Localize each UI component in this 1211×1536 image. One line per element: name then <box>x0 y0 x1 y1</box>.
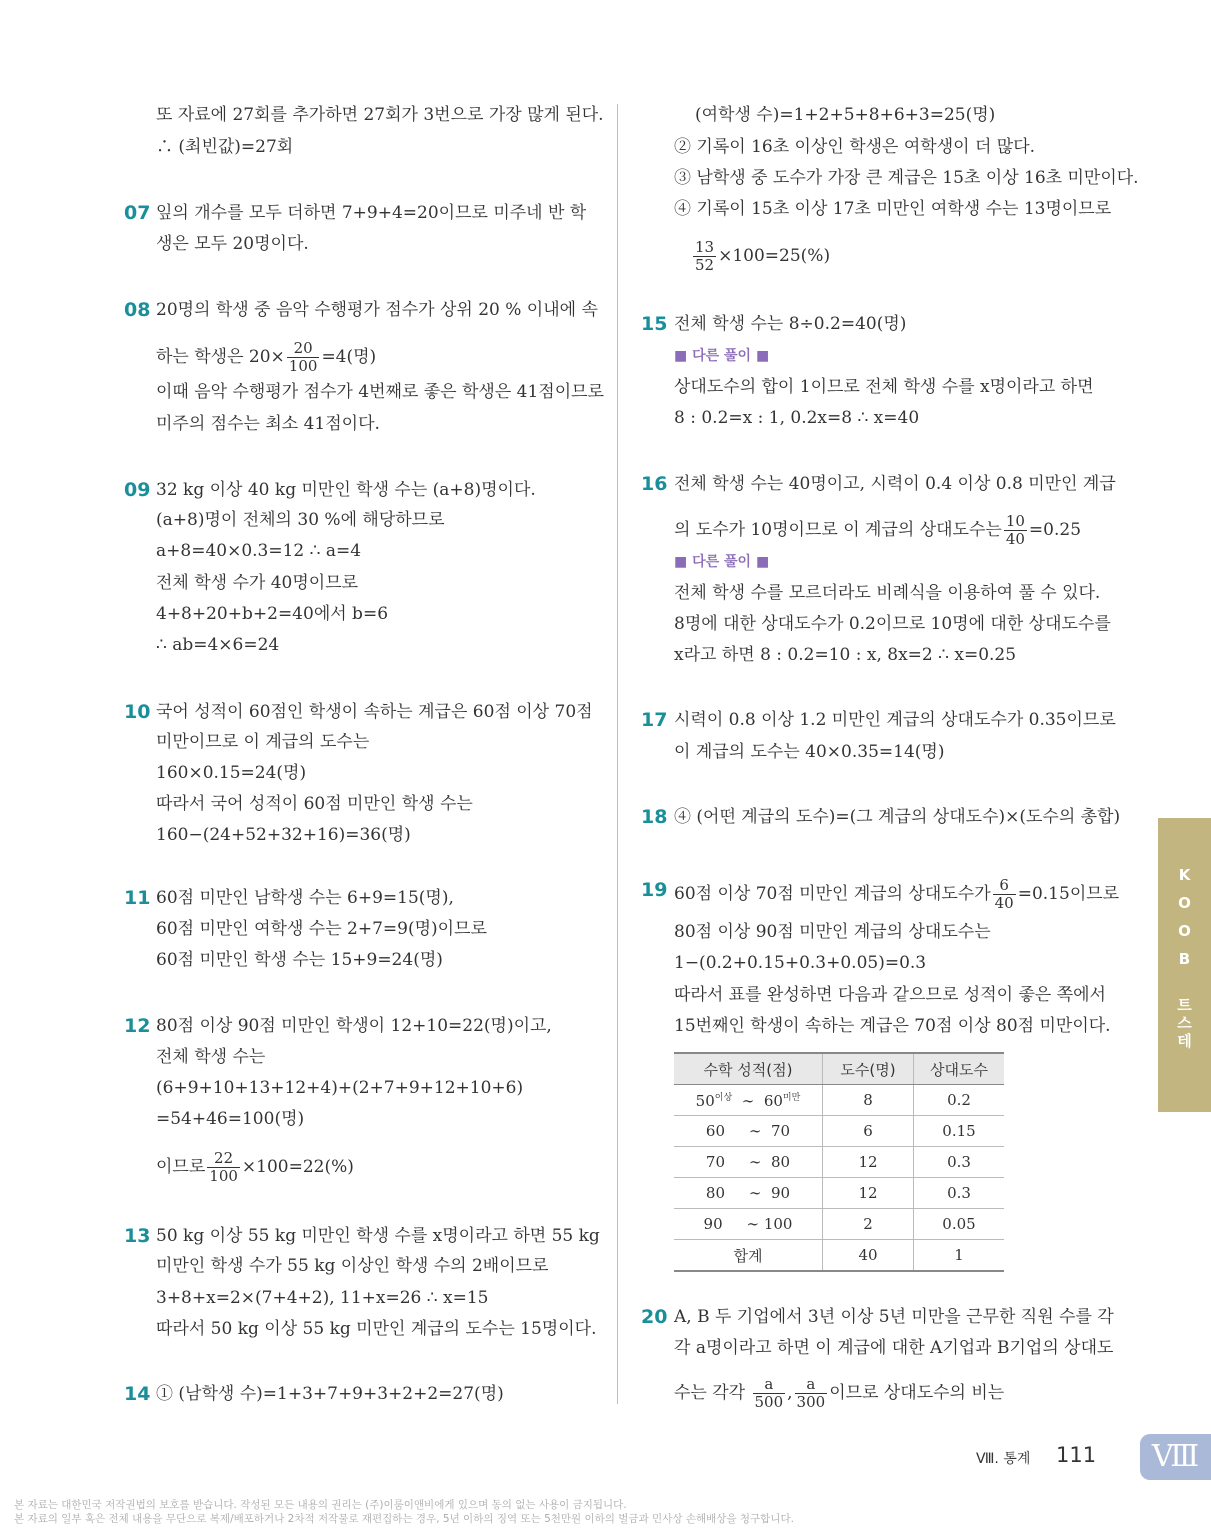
table-cell: 0.2 <box>914 1085 1005 1116</box>
text-line: 미주의 점수는 최소 41점이다. <box>156 414 380 434</box>
numerator: 6 <box>993 877 1016 895</box>
text-line: 생은 모두 20명이다. <box>156 234 309 254</box>
numerator: a <box>795 1376 828 1394</box>
table-cell: 0.3 <box>914 1147 1005 1178</box>
tilde: ∼ <box>741 1092 755 1110</box>
text-line: ④ 기록이 15초 이상 17초 미만인 여학생 수는 13명이므로 <box>674 199 1112 219</box>
text-segment: 이므로 <box>156 1157 206 1177</box>
fraction <box>993 877 1016 912</box>
question-number: 13 <box>124 1225 151 1247</box>
table-row <box>674 1209 1004 1240</box>
text-line <box>156 1150 354 1185</box>
table-row <box>674 1085 1004 1116</box>
table-cell: 합계 <box>674 1240 823 1272</box>
table-row <box>674 1147 1004 1178</box>
table-cell: 2 <box>823 1209 914 1240</box>
text-line: 60점 미만인 여학생 수는 2+7=9(명)이므로 <box>156 919 487 939</box>
text-line: ∴ ab=4×6=24 <box>156 635 280 655</box>
text-line: 160−(24+52+32+16)=36(명) <box>156 825 411 845</box>
text-segment: 의 도수가 10명이므로 이 계급의 상대도수는 <box>674 520 1002 540</box>
table-row <box>674 1116 1004 1147</box>
text-line: (a+8)명이 전체의 30 %에 해당하므로 <box>156 510 445 530</box>
question-number: 15 <box>641 313 668 335</box>
text-line: ∴ (최빈값)=27회 <box>156 137 294 157</box>
text-line: 따라서 50 kg 이상 55 kg 미만인 계급의 도수는 15명이다. <box>156 1319 597 1339</box>
text-line: 32 kg 이상 40 kg 미만인 학생 수는 (a+8)명이다. <box>156 480 536 500</box>
question-number: 20 <box>641 1306 668 1328</box>
text-line: 또 자료에 27회를 추가하면 27회가 3번으로 가장 많게 된다. <box>156 105 604 125</box>
text-line: 전체 학생 수는 8÷0.2=40(명) <box>674 314 907 334</box>
denominator: 300 <box>796 1393 826 1411</box>
question-number: 19 <box>641 879 668 901</box>
superscript: 미만 <box>782 1093 801 1103</box>
text-line: 잎의 개수를 모두 더하면 7+9+4=20이므로 미주네 반 학 <box>156 203 587 223</box>
class-end: 90 <box>770 1184 791 1202</box>
text-line: 전체 학생 수는 40명이고, 시력이 0.4 이상 0.8 미만인 계급 <box>674 474 1116 494</box>
text-line <box>674 877 1119 912</box>
text-segment: ×100=22(%) <box>241 1157 354 1177</box>
column-divider <box>617 104 618 1404</box>
alt-solution-label: ■ 다른 풀이 ■ <box>674 554 770 570</box>
text-line: 각 a명이라고 하면 이 계급에 대한 A기업과 B기업의 상대도 <box>674 1338 1114 1358</box>
denominator: 40 <box>1005 530 1025 548</box>
class-end: 100 <box>763 1215 793 1233</box>
side-tab-char: 트 <box>1177 996 1192 1014</box>
alt-solution-label: ■ 다른 풀이 ■ <box>674 348 770 364</box>
denominator: 500 <box>754 1393 784 1411</box>
page-number: 111 <box>1056 1443 1097 1467</box>
class-start: 60 <box>705 1122 726 1140</box>
text-segment: 60점 이상 70점 미만인 계급의 상대도수가 <box>674 884 991 904</box>
fraction <box>1004 513 1027 548</box>
text-line: 미만인 학생 수가 55 kg 이상인 학생 수의 2배이므로 <box>156 1256 549 1276</box>
class-end: 60 <box>763 1092 783 1110</box>
denominator: 52 <box>695 256 715 274</box>
text-line: (여학생 수)=1+2+5+8+6+3=25(명) <box>695 105 996 125</box>
text-line: (6+9+10+13+12+4)+(2+7+9+12+10+6) <box>156 1078 524 1098</box>
table-total-row <box>674 1240 1004 1272</box>
tilde: ∼ <box>748 1153 762 1171</box>
tilde: ∼ <box>748 1184 762 1202</box>
text-line: 80점 이상 90점 미만인 학생이 12+10=22(명)이고, <box>156 1016 552 1036</box>
copyright-notice: 본 자료의 일부 혹은 전체 내용을 무단으로 복제/배포하거나 2차적 저작물로 재편집하는 경우, 5년 이하의 징역 또는 5천만원 이하의 벌금과 민사상 손해배상을 청구합니다. <box>14 1513 794 1525</box>
numerator: 22 <box>207 1150 240 1168</box>
tilde: ∼ <box>748 1122 762 1140</box>
text-line: 60점 미만인 학생 수는 15+9=24(명) <box>156 950 443 970</box>
question-number: 10 <box>124 701 151 723</box>
table-cell <box>674 1178 823 1209</box>
denominator: 100 <box>288 357 318 375</box>
table-cell: 12 <box>823 1147 914 1178</box>
text-segment: 수는 각각 <box>674 1383 746 1403</box>
text-line: 50 kg 이상 55 kg 미만인 학생 수를 x명이라고 하면 55 kg <box>156 1226 600 1246</box>
numerator: 10 <box>1005 512 1025 530</box>
side-tab-char: 스 <box>1177 1014 1192 1032</box>
text-line: 상대도수의 합이 1이므로 전체 학생 수를 x명이라고 하면 <box>674 377 1094 397</box>
text-segment: 이므로 상대도수의 비는 <box>829 1383 1005 1403</box>
text-line: 15번째인 학생이 속하는 계급은 70점 이상 80점 미만이다. <box>674 1016 1111 1036</box>
question-number: 09 <box>124 479 151 501</box>
copyright-notice: 본 자료는 대한민국 저작권법의 보호를 받습니다. 작성된 모든 내용의 권리는 (주)이룸이앤비에게 있으며 동의 없는 사용이 금지됩니다. <box>14 1499 627 1511</box>
text-segment: =0.25 <box>1028 520 1082 540</box>
text-line: 미만이므로 이 계급의 도수는 <box>156 732 370 752</box>
table-header: 수학 성적(점) <box>674 1053 823 1085</box>
table-cell: 12 <box>823 1178 914 1209</box>
table-header: 상대도수 <box>914 1053 1005 1085</box>
side-book-tab <box>1158 818 1211 1112</box>
table-cell: 40 <box>823 1240 914 1272</box>
side-tab-char: B <box>1178 950 1191 968</box>
question-number: 07 <box>124 202 151 224</box>
fraction <box>207 1150 240 1185</box>
text-line: 따라서 표를 완성하면 다음과 같으므로 성적이 좋은 쪽에서 <box>674 985 1106 1005</box>
text-line: 80점 이상 90점 미만인 계급의 상대도수는 <box>674 922 991 942</box>
text-line: 따라서 국어 성적이 60점 미만인 학생 수는 <box>156 794 473 814</box>
text-line: A, B 두 기업에서 3년 이상 5년 미만을 근무한 직원 수를 각 <box>674 1307 1114 1327</box>
table-cell: 6 <box>823 1116 914 1147</box>
text-line: ④ (어떤 계급의 도수)=(그 계급의 상대도수)×(도수의 총합) <box>674 807 1121 827</box>
text-segment: 하는 학생은 20× <box>156 347 285 367</box>
table-cell <box>674 1147 823 1178</box>
class-start: 70 <box>705 1153 726 1171</box>
text-line: 1−(0.2+0.15+0.3+0.05)=0.3 <box>674 953 927 973</box>
text-line: 전체 학생 수를 모르더라도 비례식을 이용하여 풀 수 있다. <box>674 583 1101 603</box>
text-line: 3+8+x=2×(7+4+2), 11+x=26 ∴ x=15 <box>156 1288 489 1308</box>
text-line <box>674 1376 1004 1411</box>
table-cell: 1 <box>914 1240 1005 1272</box>
table-row <box>674 1178 1004 1209</box>
table-cell: 8 <box>823 1085 914 1116</box>
question-number: 12 <box>124 1015 151 1037</box>
text-line: 국어 성적이 60점인 학생이 속하는 계급은 60점 이상 70점 <box>156 702 593 722</box>
text-segment: , <box>787 1383 793 1403</box>
table-cell: 0.3 <box>914 1178 1005 1209</box>
text-segment: ×100=25(%) <box>718 246 831 266</box>
text-line: ① (남학생 수)=1+3+7+9+3+2+2=27(명) <box>156 1384 504 1404</box>
denominator: 40 <box>994 894 1014 912</box>
class-start: 90 <box>703 1215 723 1233</box>
fraction <box>693 239 716 274</box>
question-number: 14 <box>124 1383 151 1405</box>
text-line: x라고 하면 8 : 0.2=10 : x, 8x=2 ∴ x=0.25 <box>674 645 1017 665</box>
side-tab-char: 테 <box>1177 1032 1192 1050</box>
question-number: 08 <box>124 299 151 321</box>
table-cell: 0.05 <box>914 1209 1005 1240</box>
frequency-table <box>674 1052 1004 1272</box>
text-line: 8명에 대한 상대도수가 0.2이므로 10명에 대한 상대도수를 <box>674 614 1111 634</box>
text-line: 이 계급의 도수는 40×0.35=14(명) <box>674 742 945 762</box>
text-line: 시력이 0.8 이상 1.2 미만인 계급의 상대도수가 0.35이므로 <box>674 710 1116 730</box>
question-number: 16 <box>641 473 668 495</box>
chapter-tab: Ⅷ <box>1140 1434 1211 1480</box>
fraction <box>287 340 320 375</box>
numerator: 13 <box>695 238 715 256</box>
question-number: 18 <box>641 806 668 828</box>
table-cell: 0.15 <box>914 1116 1005 1147</box>
text-line <box>156 340 376 375</box>
text-line: ② 기록이 16초 이상인 학생은 여학생이 더 많다. <box>674 137 1036 157</box>
text-line: ③ 남학생 중 도수가 가장 큰 계급은 15초 이상 16초 미만이다. <box>674 168 1139 188</box>
text-line: a+8=40×0.3=12 ∴ a=4 <box>156 541 362 561</box>
denominator: 100 <box>209 1167 238 1185</box>
question-number: 17 <box>641 709 668 731</box>
table-cell <box>674 1209 823 1240</box>
footer-section: Ⅷ. 통계 <box>976 1451 1031 1467</box>
side-tab-char: K <box>1178 866 1191 884</box>
table-header: 도수(명) <box>823 1053 914 1085</box>
table-header-row <box>674 1053 1004 1085</box>
class-end: 80 <box>770 1153 791 1171</box>
question-number: 11 <box>124 887 151 909</box>
tilde: ∼ <box>746 1215 760 1233</box>
text-line: 전체 학생 수는 <box>156 1047 266 1067</box>
text-line <box>691 239 830 274</box>
table-cell <box>674 1116 823 1147</box>
text-segment: =0.15이므로 <box>1017 884 1120 904</box>
text-line: =54+46=100(명) <box>156 1109 305 1129</box>
text-line: 20명의 학생 중 음악 수행평가 점수가 상위 20 % 이내에 속 <box>156 300 598 320</box>
text-line: 8 : 0.2=x : 1, 0.2x=8 ∴ x=40 <box>674 408 920 428</box>
text-segment: =4(명) <box>321 347 377 367</box>
superscript: 이상 <box>714 1093 733 1103</box>
text-line <box>674 513 1081 548</box>
class-start: 80 <box>705 1184 726 1202</box>
text-line: 4+8+20+b+2=40에서 b=6 <box>156 604 389 624</box>
text-line: 160×0.15=24(명) <box>156 763 307 783</box>
numerator: 20 <box>287 340 320 358</box>
numerator: a <box>753 1376 786 1394</box>
fraction <box>795 1376 828 1411</box>
table-cell <box>674 1085 823 1116</box>
class-start: 50 <box>695 1092 715 1110</box>
class-end: 70 <box>770 1122 791 1140</box>
side-tab-char: O <box>1178 922 1191 940</box>
side-tab-char: O <box>1178 894 1191 912</box>
text-line: 전체 학생 수가 40명이므로 <box>156 573 359 593</box>
text-line: 이때 음악 수행평가 점수가 4번째로 좋은 학생은 41점이므로 <box>156 382 604 402</box>
text-line: 60점 미만인 남학생 수는 6+9=15(명), <box>156 888 454 908</box>
fraction <box>753 1376 786 1411</box>
